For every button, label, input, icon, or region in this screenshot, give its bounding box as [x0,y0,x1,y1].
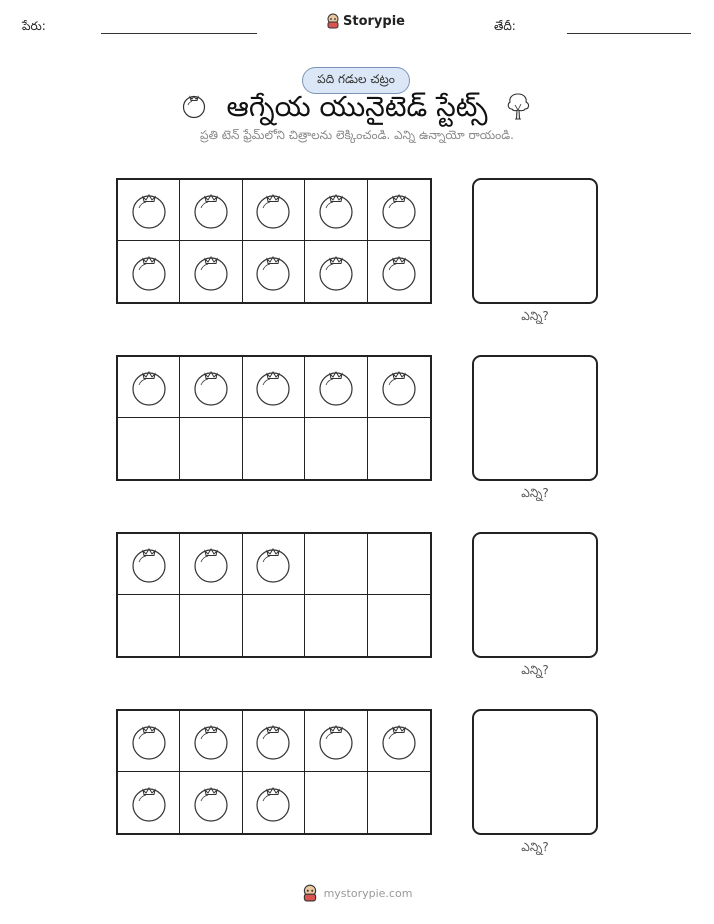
ten-frame-cell [305,595,367,656]
ten-frame [116,709,432,835]
tomato-icon [129,366,169,408]
tomato-icon [379,720,419,762]
ten-frame [116,532,432,658]
ten-frame-cell [305,180,367,241]
ten-frame-cell [368,418,430,479]
tomato-icon [191,366,231,408]
tomato-icon [316,720,356,762]
how-many-label: ఎన్ని? [521,663,549,677]
tomato-icon [253,189,293,231]
ten-frame-cell [305,357,367,418]
ten-frame-cell [180,418,242,479]
ten-frame-cell [118,534,180,595]
ten-frame-cell [180,534,242,595]
ten-frame-cell [368,534,430,595]
tomato-icon [191,782,231,824]
answer-box[interactable] [472,709,598,835]
ten-frame-cell [180,357,242,418]
footer-url: mystorypie.com [323,886,413,900]
tomato-icon [129,189,169,231]
tomato-icon [253,782,293,824]
tomato-icon [191,251,231,293]
ten-frame-cell [305,241,367,302]
ten-frame-cell [118,772,180,833]
brand-name: Storypie [343,13,405,29]
ten-frame-cell [180,180,242,241]
ten-frame-cell [118,711,180,772]
ten-frame-cell [368,595,430,656]
ten-frame-cell [118,595,180,656]
ten-frame-cell [243,357,305,418]
ten-frame-cell [118,357,180,418]
date-label: తేదీ: [494,19,516,33]
tomato-icon [191,543,231,585]
answer-box[interactable] [472,355,598,481]
ten-frame-cell [243,418,305,479]
answer-box[interactable] [472,532,598,658]
ten-frame-cell [118,418,180,479]
ten-frame-cell [243,241,305,302]
storypie-mascot-icon [302,884,318,902]
page-title: ఆగ్నేయ యునైటెడ్ స్టేట్స్ [226,90,488,123]
tomato-icon [316,366,356,408]
date-line[interactable] [567,33,691,34]
ten-frame-cell [368,241,430,302]
worksheet-type-badge: పది గడుల చట్రం [302,67,410,94]
tree-icon [505,91,531,121]
ten-frame-cell [118,180,180,241]
ten-frame-cell [243,772,305,833]
tomato-icon [379,251,419,293]
ten-frame-cell [180,772,242,833]
tomato-icon [253,251,293,293]
ten-frame-cell [368,357,430,418]
ten-frame [116,178,432,304]
tomato-icon [129,782,169,824]
ten-frame-cell [180,595,242,656]
brand-logo [326,13,405,29]
tomato-icon [253,720,293,762]
tomato-icon [253,543,293,585]
answer-box[interactable] [472,178,598,304]
footer [0,884,714,902]
tomato-icon [129,251,169,293]
tomato-icon [191,189,231,231]
how-many-label: ఎన్ని? [521,309,549,323]
ten-frame-cell [243,180,305,241]
ten-frame-cell [243,711,305,772]
tomato-icon [191,720,231,762]
tomato-icon [316,189,356,231]
ten-frame-cell [118,241,180,302]
how-many-label: ఎన్ని? [521,486,549,500]
ten-frame-cell [180,711,242,772]
tomato-icon [129,543,169,585]
instructions: ప్రతి టెన్ ఫ్రేమ్‌లోని చిత్రాలను లెక్కించండి. ఎన్ని ఉన్నాయో రాయండి. [200,128,514,142]
ten-frame [116,355,432,481]
name-label: పేరు: [22,19,46,33]
name-line[interactable] [101,33,257,34]
ten-frame-cell [305,772,367,833]
ten-frame-cell [243,534,305,595]
ten-frame-cell [368,180,430,241]
ten-frame-cell [243,595,305,656]
ten-frame-cell [305,418,367,479]
ten-frame-cell [368,711,430,772]
storypie-mascot-icon [326,13,340,29]
tomato-icon [129,720,169,762]
ten-frame-cell [305,534,367,595]
tomato-icon [379,189,419,231]
tomato-icon [316,251,356,293]
how-many-label: ఎన్ని? [521,840,549,854]
ten-frame-cell [305,711,367,772]
tomato-icon [253,366,293,408]
tomato-icon [379,366,419,408]
ten-frame-cell [368,772,430,833]
ten-frame-cell [180,241,242,302]
